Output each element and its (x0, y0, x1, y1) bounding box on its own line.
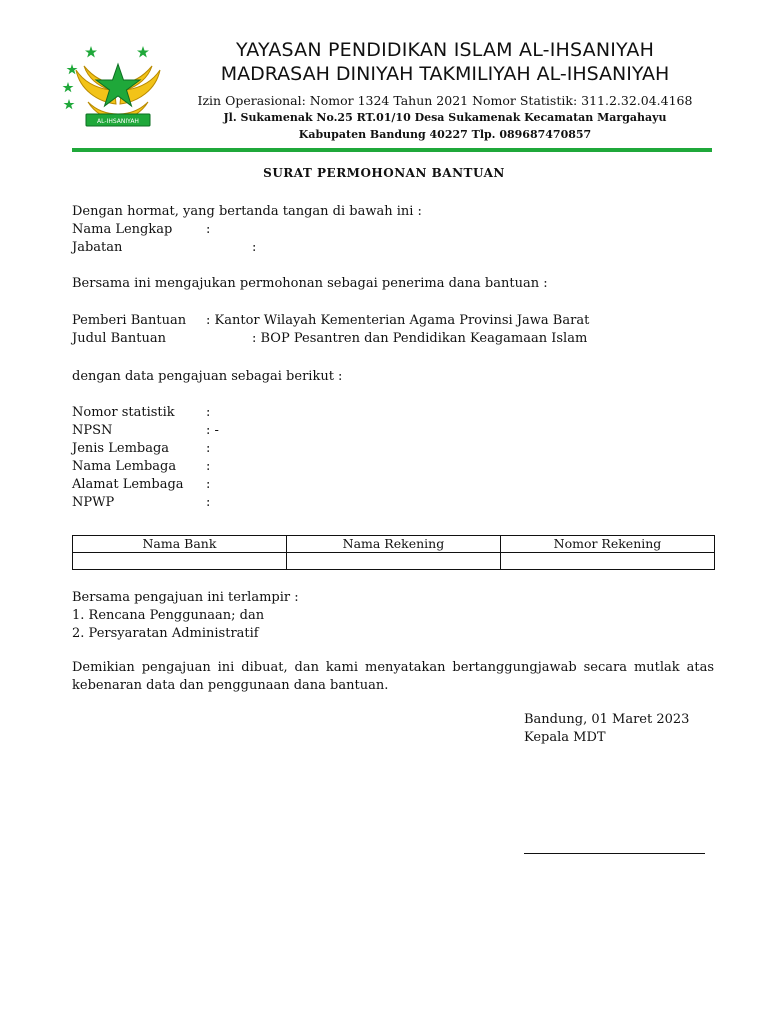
aid-section (72, 312, 714, 348)
signature-block (524, 711, 714, 747)
field-value: : (206, 441, 211, 456)
star-icon (67, 64, 78, 74)
institution-field (72, 422, 714, 440)
address-line2: Kabupaten Bandung 40227 Tlp. 089687470857 (298, 128, 592, 141)
org-name-line2: MADRASAH DINIYAH TAKMILIYAH AL-IHSANIYAH (220, 63, 670, 85)
star-icon (63, 82, 74, 92)
letterhead (180, 38, 710, 143)
signer-section (72, 203, 714, 257)
institution-field (72, 458, 714, 476)
field-label: Alamat Lembaga (72, 477, 184, 492)
table-cell (73, 553, 287, 570)
foundation-logo (58, 42, 178, 142)
closing-paragraph: Demikian pengajuan ini dibuat, dan kami menyatakan bertanggungjawab secara mutlak atas kebenaran data dan penggunaan dana bantuan. (72, 660, 714, 693)
signer-title: Kepala MDT (524, 730, 606, 745)
table-cell (286, 553, 500, 570)
star-icon (137, 46, 149, 58)
field-label: Nama Lembaga (72, 459, 177, 474)
field-value: : BOP Pesantren dan Pendidikan Keagamaan Islam (252, 331, 588, 346)
institution-field (72, 404, 714, 422)
field-label: Jenis Lembaga (72, 441, 170, 456)
intro-text: Bersama ini mengajukan permohonan sebagai penerima dana bantuan : (72, 276, 548, 291)
field-label: NPSN (72, 423, 113, 438)
field-label: Nomor statistik (72, 405, 175, 420)
letterhead-divider (72, 148, 712, 152)
field-label: Judul Bantuan (72, 331, 166, 346)
attachment-item: 1. Rencana Penggunaan; dan (72, 608, 265, 623)
signer-field-position (72, 239, 714, 257)
greeting: Dengan hormat, yang bertanda tangan di bawah ini : (72, 204, 422, 219)
field-value: : (206, 459, 211, 474)
table-cell (500, 553, 714, 570)
logo-banner-text: AL-IHSANIYAH (97, 118, 139, 125)
data-intro (72, 368, 714, 386)
institution-section (72, 404, 714, 512)
star-icon (64, 99, 75, 109)
field-value: : (206, 495, 211, 510)
signer-field-name (72, 221, 714, 239)
aid-field-provider (72, 312, 714, 330)
place-date: Bandung, 01 Maret 2023 (524, 712, 690, 727)
field-label: Nama Lengkap (72, 222, 173, 237)
field-separator: : (252, 240, 257, 255)
institution-field (72, 440, 714, 458)
table-header-cell: Nama Bank (73, 536, 287, 553)
field-value: : (206, 405, 211, 420)
attachment-item: 2. Persyaratan Administratif (72, 626, 259, 641)
institution-field (72, 494, 714, 512)
operational-permit: Izin Operasional: Nomor 1324 Tahun 2021 Nomor Statistik: 311.2.32.04.4168 (197, 93, 693, 108)
star-icon (85, 46, 97, 58)
field-label: Pemberi Bantuan (72, 313, 187, 328)
bank-account-table (72, 535, 715, 570)
table-header-cell: Nama Rekening (286, 536, 500, 553)
attachments-section (72, 589, 714, 643)
letter-title: SURAT PERMOHONAN BANTUAN (263, 166, 505, 180)
table-header-cell: Nomor Rekening (500, 536, 714, 553)
institution-field (72, 476, 714, 494)
aid-field-title (72, 330, 714, 348)
field-label: Jabatan (72, 240, 123, 255)
field-value: : Kantor Wilayah Kementerian Agama Provinsi Jawa Barat (206, 313, 590, 328)
address-line1: Jl. Sukamenak No.25 RT.01/10 Desa Sukamenak Kecamatan Margahayu (223, 111, 667, 124)
signature-line (524, 853, 705, 854)
org-name-line1: YAYASAN PENDIDIKAN ISLAM AL-IHSANIYAH (235, 39, 655, 61)
field-value: : - (206, 423, 219, 438)
table-header-row (73, 536, 715, 553)
field-value: : (206, 477, 211, 492)
attachments-intro: Bersama pengajuan ini terlampir : (72, 590, 299, 605)
request-intro (72, 275, 714, 293)
field-label: NPWP (72, 495, 115, 510)
data-intro-text: dengan data pengajuan sebagai berikut : (72, 369, 343, 384)
table-row (73, 553, 715, 570)
field-separator: : (206, 222, 211, 237)
